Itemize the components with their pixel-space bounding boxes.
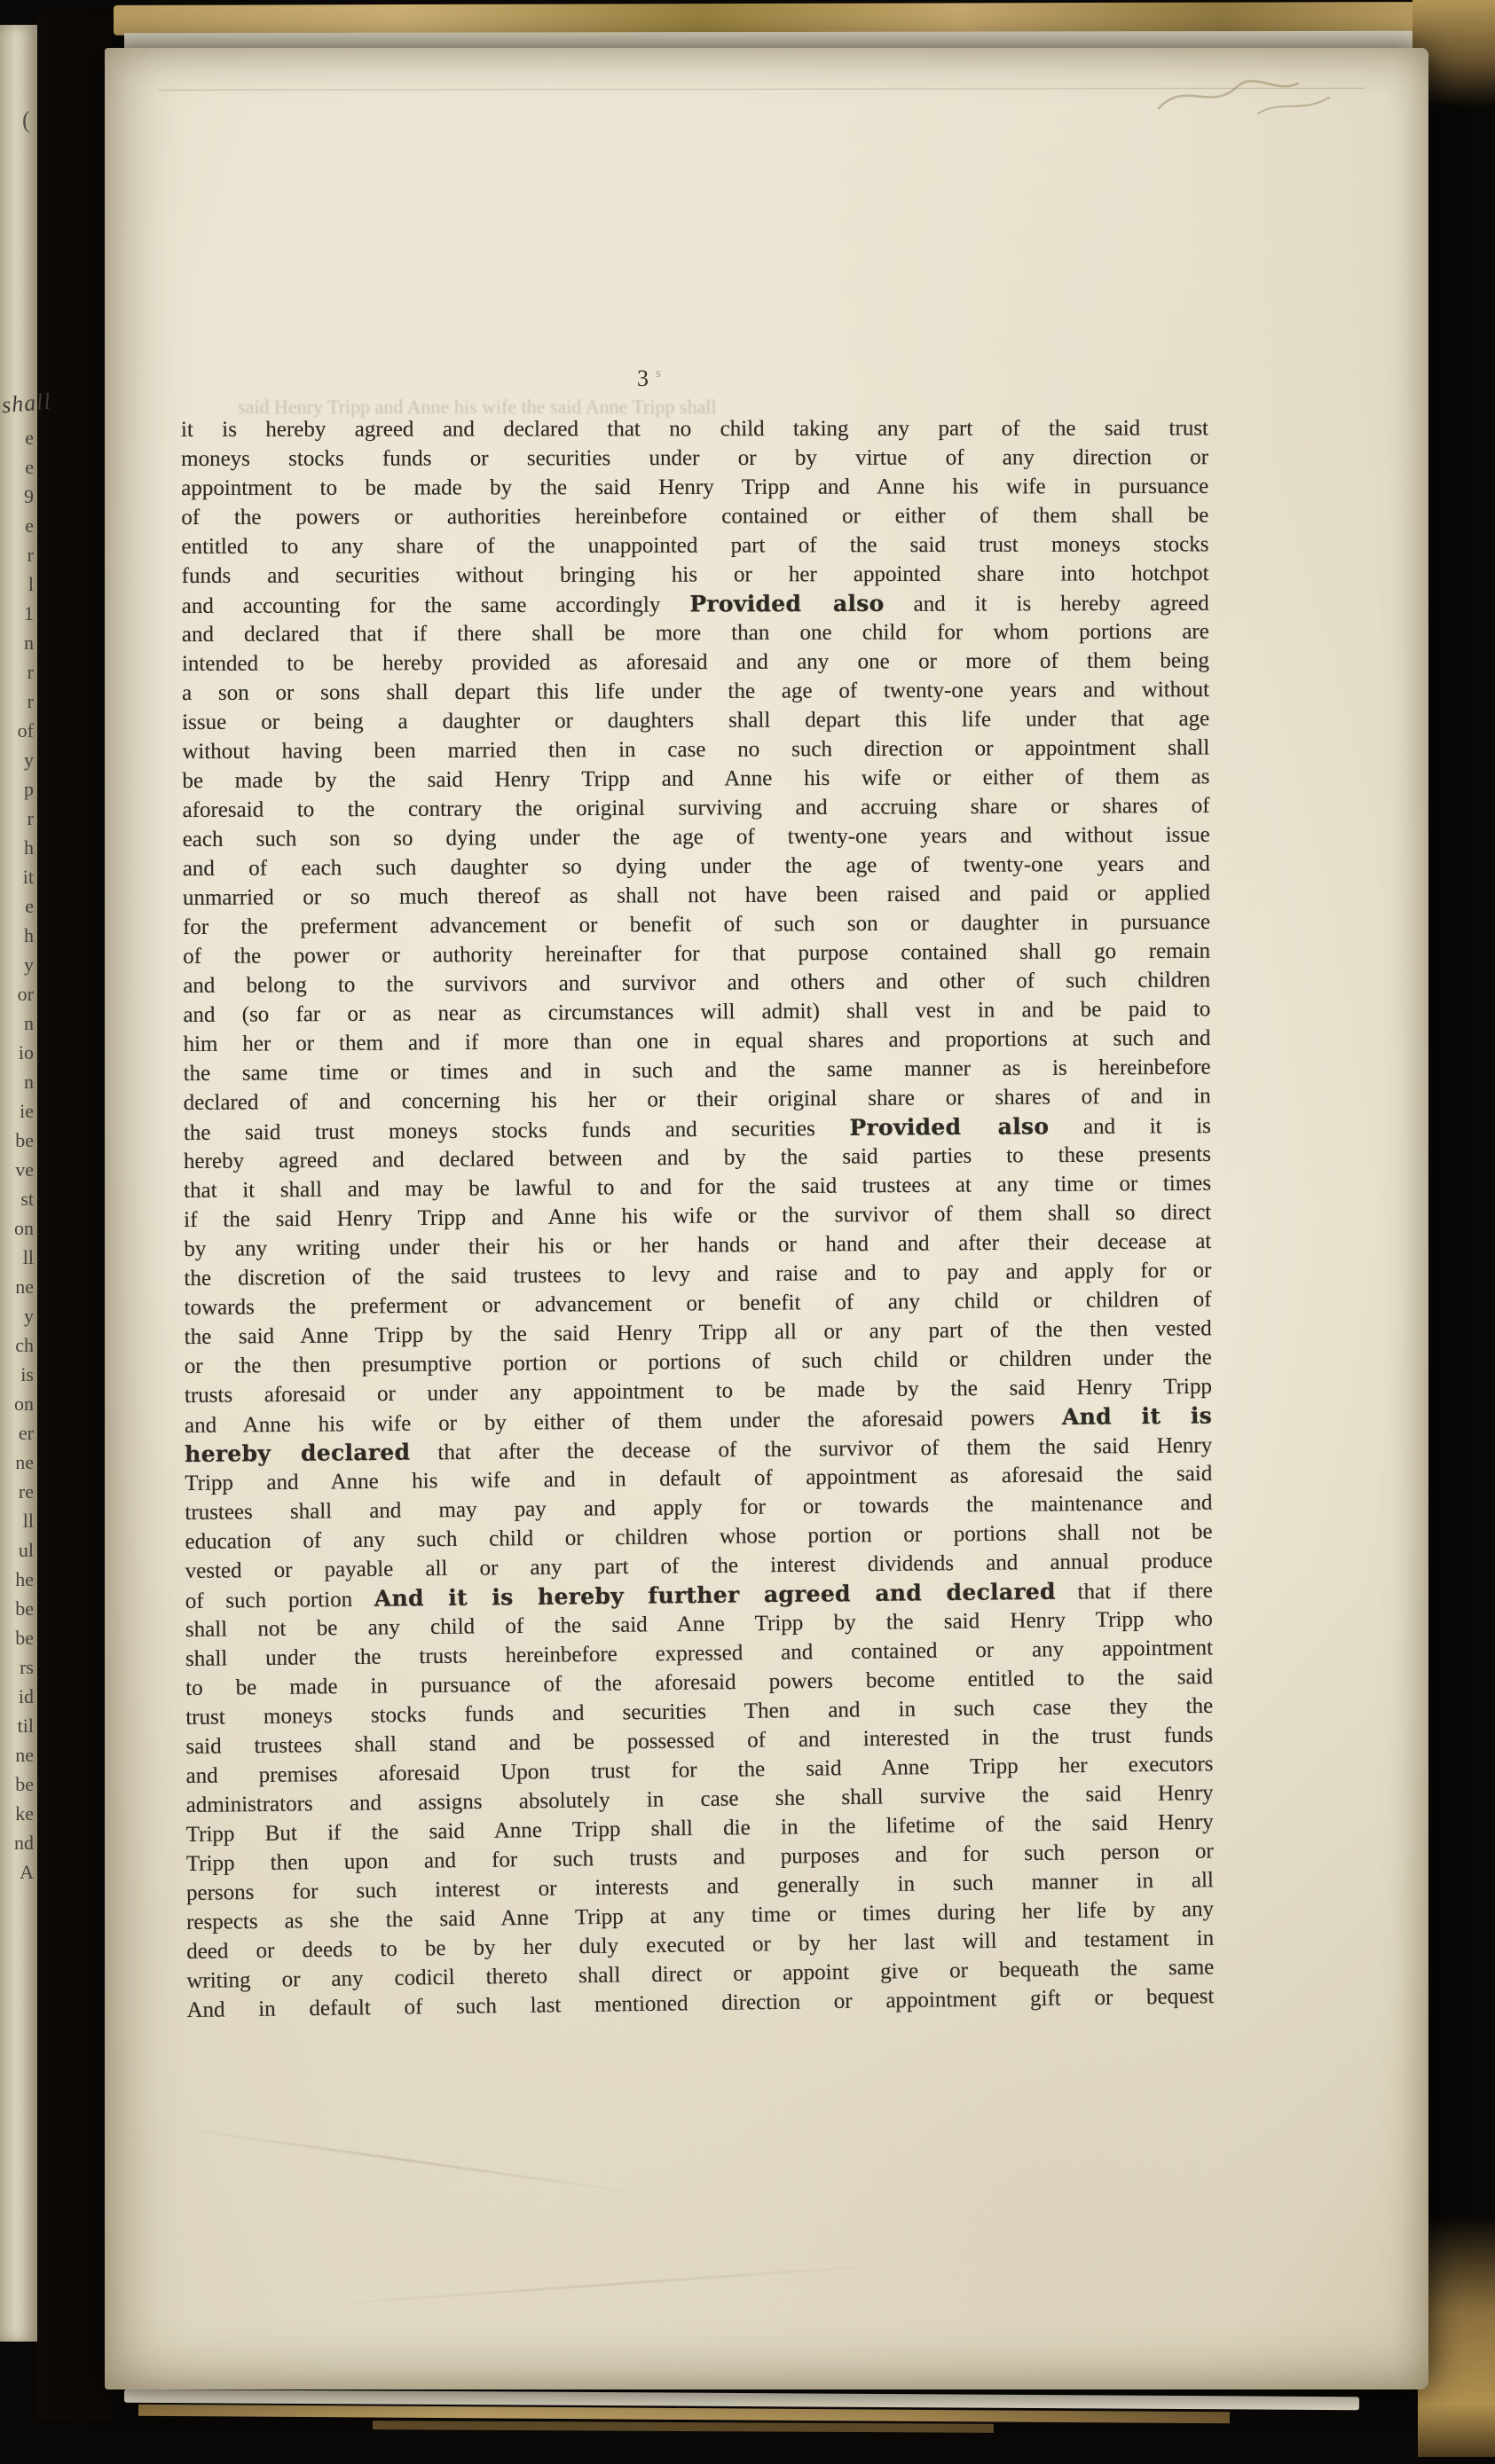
left-page-fragment: be: [15, 1773, 34, 1795]
text-line: persons for such interest or interests and generally in such manner in all: [185, 1868, 1215, 1905]
text-line: and Anne his wife or by either of them under the aforesaid powers And it is: [184, 1402, 1213, 1438]
gutter-shadow: [37, 14, 112, 2420]
left-page-fragment: r: [27, 690, 34, 712]
left-page-fragment: be: [15, 1627, 34, 1649]
left-page-fragment: nd: [14, 1832, 34, 1854]
left-page-fragment: y: [24, 749, 34, 771]
text-line: if the said Henry Tripp and Anne his wife or the survivor of them shall so direct: [184, 1200, 1212, 1232]
text-line: issue or being a daughter or daughters shall depart this life under that age: [182, 706, 1210, 734]
text-line: shall under the trusts hereinbefore expressed and contained or any appointment: [185, 1636, 1214, 1671]
text-line: of such portion And it is hereby further agreed and declared that if there: [185, 1578, 1213, 1613]
left-page-fragment: or: [17, 983, 34, 1005]
page-crease: [161, 2124, 653, 2196]
document-page: [105, 48, 1428, 2389]
left-page-fragment: is: [20, 1363, 34, 1385]
left-page-fragment: ie: [20, 1100, 34, 1122]
text-line: education of any such child or children whose portion or portions shall not be: [185, 1519, 1213, 1554]
text-line: administrators and assigns absolutely in case she shall survive the said Henry: [185, 1781, 1214, 1817]
text-line: and (so far or as near as circumstances will admit) shall vest in and be paid to: [183, 997, 1211, 1027]
text-line: declared of and concerning his her or their original share or shares of and in: [183, 1084, 1211, 1115]
left-page-fragment: ll: [22, 1510, 34, 1532]
left-page-fragment: ul: [18, 1539, 34, 1561]
gothic-phrase: Provided also: [689, 590, 885, 617]
text-line: the discretion of the said trustees to levy and raise and to pay and apply for or: [184, 1258, 1212, 1291]
text-line: hereby declared that after the decease of the survivor of them the said Henry: [185, 1433, 1213, 1467]
text-line: trusts aforesaid or under any appointment to be made by the said Henry Tripp: [184, 1374, 1213, 1408]
left-page-fragment: 9: [24, 485, 34, 507]
show-through-text: said Henry Tripp and Anne his wife the said Anne Tripp shall: [238, 396, 717, 418]
text-line: be made by the said Henry Tripp and Anne his wife or either of them as: [182, 765, 1210, 793]
text-line: Tripp then upon and for such trusts and purposes and for such person or: [185, 1839, 1214, 1876]
text-line: to be made in pursuance of the aforesaid powers become entitled to the said: [185, 1665, 1214, 1700]
text-line: of the power or authority hereinafter for that purpose contained shall go remain: [183, 938, 1211, 969]
left-page-fragment: n: [24, 1071, 34, 1093]
text-line: and belong to the survivors and survivor and others and other of such children: [183, 968, 1211, 998]
text-line: him her or them and if more than one in equal shares and proportions at such and: [183, 1025, 1211, 1056]
handwritten-mark-icon: [1152, 67, 1338, 129]
gothic-phrase: And it is: [1061, 1402, 1213, 1430]
left-page-fragment: it: [22, 866, 34, 888]
text-line: a son or sons shall depart this life under the age of twenty-one years and without: [182, 678, 1210, 705]
text-line: moneys stocks funds or securities under or by virtue of any direction or: [181, 445, 1209, 471]
text-line: appointment to be made by the said Henry Tripp and Anne his wife in pursuance: [181, 474, 1209, 500]
text-line: intended to be hereby provided as aforesaid and any one or more of them being: [181, 648, 1209, 676]
text-line: and premises aforesaid Upon trust for the said Anne Tripp her executors: [185, 1752, 1214, 1788]
left-page-fragment: n: [24, 1012, 34, 1034]
left-page-fragment: on: [14, 1217, 34, 1239]
left-page-fragment: st: [20, 1188, 34, 1210]
text-line: Tripp and Anne his wife and in default of appointment as aforesaid the said: [185, 1461, 1213, 1495]
text-line: shall not be any child of the said Anne Tripp by the said Henry Tripp who: [185, 1606, 1213, 1642]
text-line: each such son so dying under the age of twenty-one years and without issue: [182, 822, 1210, 851]
text-line: for the preferment advancement or benefit of such son or daughter in pursuance: [182, 909, 1211, 939]
left-page-fragment: be: [15, 1129, 34, 1151]
left-page-fragment: e: [25, 456, 34, 478]
text-line: towards the preferment or advancement or benefit of any child or children of: [184, 1287, 1212, 1320]
left-page-fragments: [14, 394, 34, 1887]
left-page-fragment: r: [27, 544, 34, 566]
left-page-fragment: on: [14, 1393, 34, 1415]
left-page-fragment: y: [24, 1305, 34, 1327]
gothic-phrase: Provided also: [849, 1113, 1050, 1141]
text-line: respects as she the said Anne Tripp at any time or times during her life by any: [185, 1896, 1215, 1934]
left-page-fragment: h: [24, 836, 34, 859]
text-line: entitled to any share of the unappointed part of the said trust moneys stocks: [181, 532, 1209, 559]
gothic-phrase: And it is hereby further agreed and declared: [374, 1578, 1056, 1612]
text-line: by any writing under their his or her hands or hand and after their decease at: [184, 1229, 1212, 1261]
left-page-fragment: til: [17, 1715, 34, 1737]
left-page-fragment: of: [17, 719, 34, 742]
left-page-fragment: er: [18, 1422, 34, 1444]
left-page-fragment: rs: [20, 1656, 34, 1678]
left-page-fragment-top: (: [22, 106, 30, 133]
page-number-smudge: s: [656, 366, 662, 381]
text-line: without having been married then in case no such direction or appointment shall: [182, 735, 1210, 764]
text-line: aforesaid to the contrary the original surviving and accruing share or shares of: [182, 793, 1210, 822]
handwritten-annotation: shall: [0, 388, 52, 419]
page-number: [637, 365, 662, 392]
left-page-fragment: y: [24, 953, 34, 976]
fore-edge-bottom: [1418, 2217, 1495, 2457]
left-page-fragment: re: [18, 1480, 34, 1503]
left-page-fragment: ne: [15, 1451, 34, 1473]
text-line: trust moneys stocks funds and securities Then and in such case they the: [185, 1693, 1214, 1730]
left-page-fragment: io: [18, 1041, 34, 1063]
gothic-phrase: hereby declared: [185, 1439, 411, 1467]
text-line: vested or payable all or any part of the interest dividends and annual produce: [185, 1549, 1213, 1583]
text-line: and of each such daughter so dying under the age of twenty-one years and: [182, 851, 1210, 881]
page-number-value: 3: [637, 365, 649, 391]
text-line: And in default of such last mentioned direction or appointment gift or bequest: [186, 1984, 1215, 2022]
text-line: the said Anne Tripp by the said Henry Tripp all or any part of the then vested: [184, 1316, 1212, 1349]
text-line: and declared that if there shall be more than one child for whom portions are: [181, 619, 1209, 647]
left-page-fragment: ve: [15, 1158, 34, 1181]
left-page-fragment: ch: [15, 1334, 34, 1356]
text-line: that it shall and may be lawful to and for the said trustees at any time or times: [184, 1171, 1212, 1203]
text-line: or the then presumptive portion or portions of such child or children under the: [184, 1345, 1212, 1378]
left-page-fragment: e: [25, 514, 34, 537]
left-page-fragment: ll: [22, 1246, 34, 1268]
text-line: deed or deeds to be by her duly executed or by her last will and testament in: [186, 1926, 1215, 1964]
left-page-fragment: A: [20, 1861, 34, 1883]
text-line: writing or any codicil thereto shall direct or appoint give or bequeath the same: [186, 1955, 1215, 1993]
left-page-fragment: ke: [15, 1802, 34, 1824]
left-page-fragment: be: [15, 1597, 34, 1620]
text-line: trustees shall and may pay and apply for or towards the maintenance and: [185, 1490, 1213, 1525]
left-page-fragment: 1: [24, 602, 34, 624]
left-page-fragment: p: [24, 778, 34, 800]
text-line: said trustees shall stand and be possessed of and interested in the trust funds: [185, 1722, 1214, 1759]
left-page-fragment: he: [15, 1568, 34, 1590]
left-page-fragment: l: [28, 573, 34, 595]
text-line: hereby agreed and declared between and by the said parties to these presents: [183, 1142, 1212, 1173]
text-line: Tripp But if the said Anne Tripp shall die in the lifetime of the said Henry: [185, 1809, 1214, 1847]
left-page-fragment: ne: [15, 1744, 34, 1766]
text-line: the same time or times and in such and the same manner as is hereinbefore: [183, 1055, 1211, 1086]
left-page-fragment: ne: [15, 1275, 34, 1298]
text-line: the said trust moneys stocks funds and securities Provided also and it is: [183, 1113, 1211, 1145]
left-page-edge: [0, 25, 37, 2342]
text-line: and accounting for the same accordingly Provided also and it is hereby agreed: [181, 590, 1209, 618]
text-line: of the powers or authorities hereinbefore contained or either of them shall be: [181, 503, 1209, 530]
bottom-book-edge-dark: [373, 2421, 994, 2433]
left-page-fragment: r: [27, 661, 34, 683]
left-page-fragment: n: [24, 632, 34, 654]
left-page-fragment: h: [24, 924, 34, 946]
body-text: [180, 415, 1215, 2025]
text-line: it is hereby agreed and declared that no child taking any part of the said trust: [180, 416, 1209, 442]
left-page-fragment: id: [18, 1685, 34, 1707]
page-crease: [301, 2262, 921, 2308]
left-page-fragment: e: [25, 895, 34, 917]
text-line: unmarried or so much thereof as shall not have been raised and paid or applied: [182, 881, 1210, 910]
left-page-fragment: r: [27, 807, 34, 829]
left-page-fragment: e: [25, 427, 34, 449]
text-line: funds and securities without bringing his or her appointed share into hotchpot: [181, 561, 1209, 588]
